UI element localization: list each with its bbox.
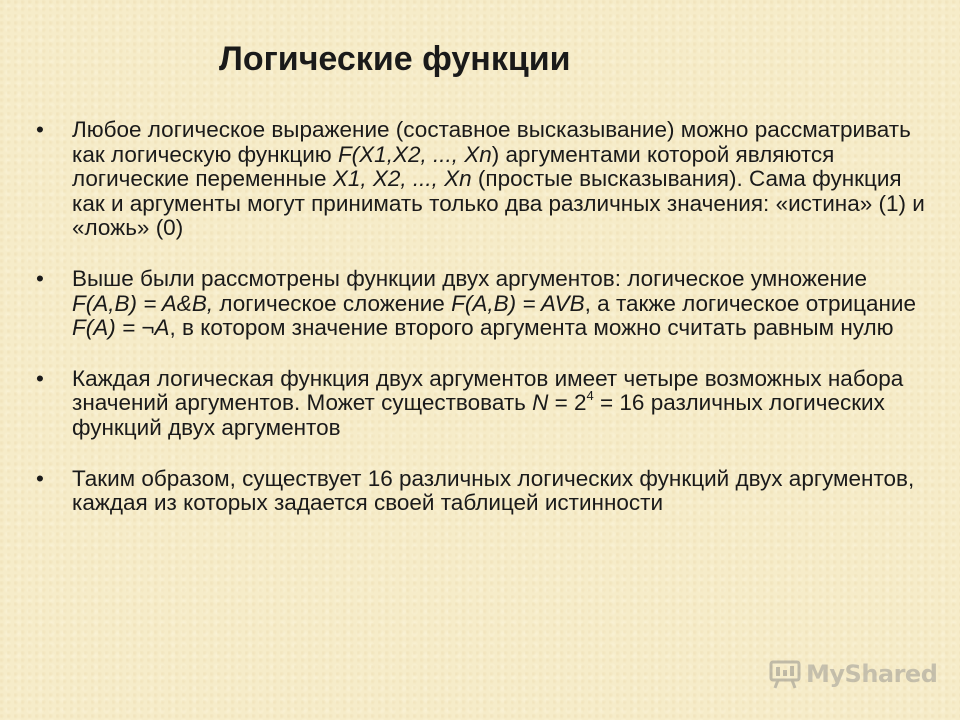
formula-segment: F(A) = ¬A: [72, 315, 170, 341]
formula-segment: X1, X2, ..., Xn: [332, 166, 472, 192]
bullet-marker: •: [36, 365, 44, 391]
bullet-marker: •: [36, 117, 44, 142]
slide-title: Логические функции: [219, 40, 571, 78]
bullet-item-1: [36, 118, 926, 241]
text-segment: , а также логическое отрицание: [584, 290, 917, 316]
bullet-text: [72, 118, 926, 241]
bullet-marker: •: [36, 465, 44, 491]
text-segment: (простые высказывания). Сама функция как и аргументы могут принимать только два различных значения: «истина» (1) и «ложь» (0): [72, 166, 925, 241]
presentation-board-icon: [768, 657, 802, 691]
bullet-text: [72, 467, 926, 516]
bullet-item-4: [36, 467, 926, 516]
exponent: 4: [586, 387, 594, 403]
bullet-text: [72, 367, 926, 441]
bullet-marker: •: [36, 265, 44, 291]
formula-segment: F(X1,X2, ..., Xn: [337, 141, 492, 167]
watermark: [768, 656, 937, 692]
text-segment: Выше были рассмотрены функции двух аргументов: логическое умножение: [72, 265, 868, 291]
text-segment: , в котором значение второго аргумента можно считать равным нулю: [169, 315, 894, 341]
formula-segment: F(A,B) = AVB: [451, 290, 585, 316]
text-segment: Каждая логическая функция двух аргументов имеет четыре возможных набора значений аргументов. Может существовать: [72, 365, 904, 416]
text-segment: Любое логическое выражение (составное высказывание) можно рассматривать как логическую функцию: [72, 117, 911, 167]
bullet-item-2: [36, 267, 926, 341]
bullet-item-3: [36, 367, 926, 441]
bullet-list: [36, 118, 926, 516]
text-segment: ) аргументами которой являются логические переменные: [72, 141, 835, 192]
bullet-text: [72, 267, 926, 341]
text-segment: Таким образом, существует 16 различных логических функций двух аргументов, каждая из которых задается своей таблицей истинности: [72, 465, 915, 516]
formula-segment: F(A,B) = A&B,: [72, 290, 214, 316]
watermark-text: MyShared: [806, 660, 938, 688]
formula-segment: N: [532, 390, 549, 416]
text-segment: = 2: [548, 390, 587, 416]
text-segment: логическое сложение: [213, 290, 452, 316]
text-segment: = 16 различных логических функций двух аргументов: [72, 390, 885, 440]
